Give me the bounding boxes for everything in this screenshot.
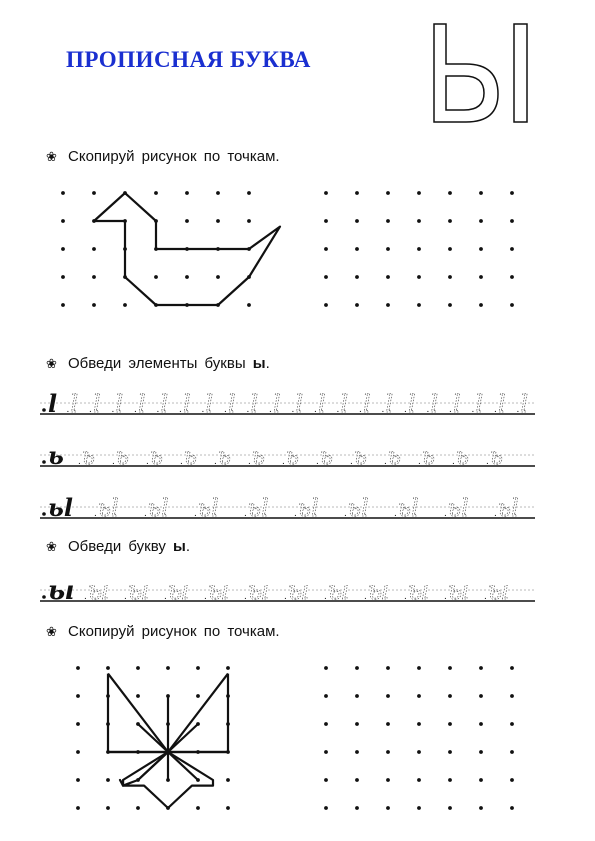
trace-letter[interactable]: l: [93, 390, 101, 418]
grid-dot: [510, 722, 514, 726]
model-letter: ь: [48, 441, 64, 470]
trace-letter[interactable]: ьl: [448, 494, 469, 522]
trace-start-dot: .: [471, 404, 475, 415]
grid-dot: [61, 247, 65, 251]
grid-dot: [324, 722, 328, 726]
grid-dot: [386, 722, 390, 726]
trace-start-dot: .: [224, 404, 227, 415]
grid-dot: [417, 806, 421, 810]
trace-letter[interactable]: ьl: [148, 494, 169, 522]
trace-start-dot: .: [291, 404, 295, 415]
grid-dot: [136, 694, 140, 698]
trace-letter[interactable]: l: [70, 390, 79, 418]
grid-dot: [355, 275, 359, 279]
grid-dot: [76, 722, 80, 726]
trace-start-dot: .: [294, 508, 297, 519]
trace-letter[interactable]: l: [498, 390, 506, 418]
grid-dot: [448, 219, 452, 223]
grid-dot: [510, 694, 514, 698]
trace-letter[interactable]: ь: [116, 442, 130, 470]
trace-letter[interactable]: ь: [252, 442, 266, 470]
trace-letter[interactable]: l: [228, 390, 236, 418]
grid-dot: [247, 303, 251, 307]
trace-start-dot: .: [201, 404, 205, 415]
grid-dot: [386, 275, 390, 279]
trace-start-dot: .: [486, 456, 489, 467]
trace-letter[interactable]: l: [160, 390, 169, 418]
instruction-copy-1-text: Скопируй рисунок по точкам.: [68, 148, 280, 165]
grid-dot: [226, 778, 230, 782]
trace-start-dot: .: [144, 508, 147, 519]
grid-dot: [324, 778, 328, 782]
trace-start-dot: .: [156, 404, 160, 415]
grid-dot: [417, 247, 421, 251]
trace-letter[interactable]: l: [453, 390, 461, 418]
grid-dot: [479, 275, 483, 279]
trace-start-dot: .: [494, 508, 497, 519]
grid-dot: [61, 275, 65, 279]
grid-dot: [510, 806, 514, 810]
trace-start-dot: .: [404, 591, 407, 602]
grid-dot: [185, 219, 189, 223]
grid-dot: [324, 219, 328, 223]
grid-dot: [448, 275, 452, 279]
trace-start-dot: .: [84, 591, 87, 602]
trace-row-element-2: [40, 440, 535, 472]
trace-letter[interactable]: ьl: [298, 494, 319, 522]
trace-start-dot: .: [214, 456, 217, 467]
trace-start-dot: .: [244, 508, 247, 519]
grid-dot: [166, 666, 170, 670]
grid-dot: [247, 219, 251, 223]
grid-dot: [510, 247, 514, 251]
trace-letter[interactable]: ы: [448, 576, 470, 606]
grid-dot: [216, 275, 220, 279]
trace-letter[interactable]: l: [183, 390, 191, 418]
trace-letter[interactable]: ь: [286, 442, 300, 470]
trace-start-dot: .: [204, 591, 207, 602]
grid-dot: [510, 778, 514, 782]
grid-dot: [324, 750, 328, 754]
grid-dot: [417, 778, 421, 782]
grid-dot: [196, 694, 200, 698]
grid-dot: [355, 778, 359, 782]
grid-dot: [76, 778, 80, 782]
trace-letter[interactable]: ь: [82, 442, 96, 470]
trace-start-dot: .: [384, 456, 387, 467]
grid-dot: [448, 722, 452, 726]
trace-start-dot: .: [494, 404, 497, 415]
grid-dot: [510, 275, 514, 279]
grid-dot: [355, 303, 359, 307]
model-letter: l: [48, 389, 58, 418]
trace-start-dot: .: [284, 591, 287, 602]
trace-row-element-1: [40, 390, 535, 420]
trace-start-dot: .: [452, 456, 455, 467]
instruction-letter: ы: [252, 355, 266, 372]
trace-letter[interactable]: l: [138, 390, 146, 418]
trace-letter[interactable]: ы: [248, 576, 270, 606]
big-letter-text: Ы: [428, 18, 429, 19]
grid-dot: [154, 191, 158, 195]
model-letter: ьl: [48, 493, 73, 522]
grid-dot: [106, 666, 110, 670]
trace-start-dot: .: [66, 404, 70, 415]
grid-dot: [417, 191, 421, 195]
trace-letter[interactable]: ьl: [98, 494, 119, 522]
grid-dot: [106, 806, 110, 810]
trace-start-dot: .: [134, 404, 137, 415]
grid-dot: [386, 806, 390, 810]
grid-dot: [448, 806, 452, 810]
trace-letter[interactable]: ь: [388, 442, 402, 470]
grid-dot: [510, 303, 514, 307]
trace-start-dot: .: [484, 591, 487, 602]
trace-letter[interactable]: l: [408, 390, 416, 418]
grid-dot: [154, 275, 158, 279]
grid-dot: [324, 275, 328, 279]
grid-dot: [355, 750, 359, 754]
trace-letter[interactable]: ь: [320, 442, 334, 470]
start-dot: [42, 408, 46, 412]
trace-start-dot: .: [324, 591, 327, 602]
grid-dot: [448, 694, 452, 698]
trace-letter[interactable]: ь: [422, 442, 436, 470]
grid-dot: [61, 219, 65, 223]
grid-dot: [61, 303, 65, 307]
grid-dot: [479, 191, 483, 195]
grid-dot: [226, 666, 230, 670]
trace-start-dot: .: [404, 404, 407, 415]
instruction-copy-2-text: Скопируй рисунок по точкам.: [68, 623, 280, 640]
trace-start-dot: .: [194, 508, 197, 519]
trace-start-dot: .: [94, 508, 97, 519]
start-dot: [42, 460, 46, 464]
grid-dot: [61, 191, 65, 195]
trace-letter[interactable]: l: [115, 390, 124, 418]
grid-dot: [448, 247, 452, 251]
duck-outline: [94, 193, 280, 305]
grid-dot: [355, 694, 359, 698]
trace-letter[interactable]: ы: [288, 576, 310, 606]
trace-letter[interactable]: l: [520, 390, 529, 418]
trace-start-dot: .: [394, 508, 397, 519]
grid-dot: [479, 666, 483, 670]
grid-dot: [196, 806, 200, 810]
grid-dot: [123, 303, 127, 307]
grid-dot: [448, 303, 452, 307]
trace-letter[interactable]: ь: [490, 442, 504, 470]
grid-dot: [185, 275, 189, 279]
grid-dot: [355, 666, 359, 670]
trace-start-dot: .: [364, 591, 367, 602]
instruction-trace-letter: ❀ Обведи букву ы.: [46, 538, 190, 555]
grid-dot: [386, 750, 390, 754]
trace-start-dot: .: [164, 591, 167, 602]
big-letter-outline: [428, 18, 538, 128]
trace-letter[interactable]: ьl: [348, 494, 369, 522]
grid-dot: [386, 778, 390, 782]
trace-letter[interactable]: ы: [328, 576, 350, 606]
trace-letter[interactable]: ы: [168, 576, 190, 606]
trace-start-dot: .: [244, 591, 247, 602]
grid-dot: [355, 191, 359, 195]
empty-dot-grid-1: [320, 185, 530, 315]
trace-letter[interactable]: ь: [150, 442, 164, 470]
grid-dot: [226, 806, 230, 810]
trace-letter[interactable]: ь: [456, 442, 470, 470]
instruction-trace-letter-text: Обведи букву: [68, 538, 166, 555]
trace-start-dot: .: [359, 404, 362, 415]
trace-letter[interactable]: ьl: [498, 494, 519, 522]
trace-letter[interactable]: l: [273, 390, 281, 418]
grid-dot: [386, 666, 390, 670]
grid-dot: [355, 219, 359, 223]
instruction-copy-2: [46, 623, 280, 640]
grid-dot: [386, 219, 390, 223]
duck-dot-figure: [55, 185, 270, 315]
grid-dot: [386, 694, 390, 698]
trace-letter[interactable]: ы: [128, 576, 150, 606]
grid-dot: [355, 806, 359, 810]
grid-dot: [324, 247, 328, 251]
grid-dot: [417, 750, 421, 754]
trace-letter[interactable]: l: [430, 390, 439, 418]
grid-dot: [417, 303, 421, 307]
grid-dot: [136, 666, 140, 670]
trace-start-dot: .: [444, 508, 447, 519]
instruction-copy-1: [46, 148, 280, 165]
flower-icon: ❀: [46, 149, 57, 164]
grid-dot: [136, 806, 140, 810]
grid-dot: [479, 806, 483, 810]
trace-start-dot: .: [269, 404, 272, 415]
trace-letter[interactable]: ы: [368, 576, 390, 606]
trace-start-dot: .: [124, 591, 127, 602]
grid-dot: [479, 219, 483, 223]
grid-dot: [324, 666, 328, 670]
trace-letter[interactable]: l: [205, 390, 214, 418]
grid-dot: [479, 722, 483, 726]
trace-start-dot: .: [344, 508, 347, 519]
grid-dot: [448, 778, 452, 782]
grid-dot: [324, 694, 328, 698]
grid-dot: [479, 778, 483, 782]
grid-dot: [196, 666, 200, 670]
trace-start-dot: .: [180, 456, 183, 467]
grid-dot: [324, 806, 328, 810]
grid-dot: [386, 303, 390, 307]
grid-dot: [479, 303, 483, 307]
flower-icon: ❀: [46, 624, 57, 639]
trace-start-dot: .: [381, 404, 385, 415]
trace-start-dot: .: [449, 404, 452, 415]
trace-start-dot: .: [282, 456, 285, 467]
trace-letter[interactable]: l: [295, 390, 304, 418]
grid-dot: [417, 219, 421, 223]
grid-dot: [479, 247, 483, 251]
trace-start-dot: .: [516, 404, 520, 415]
grid-dot: [386, 191, 390, 195]
trace-start-dot: .: [248, 456, 251, 467]
grid-dot: [216, 191, 220, 195]
grid-dot: [417, 666, 421, 670]
trace-letter[interactable]: ы: [408, 576, 430, 606]
grid-dot: [448, 191, 452, 195]
instruction-trace-elements-text: Обведи элементы буквы: [68, 355, 246, 372]
grid-dot: [106, 778, 110, 782]
trace-letter[interactable]: ы: [208, 576, 230, 606]
grid-dot: [448, 666, 452, 670]
trace-letter[interactable]: ь: [354, 442, 368, 470]
trace-letter[interactable]: ь: [218, 442, 232, 470]
trace-start-dot: .: [111, 404, 115, 415]
trace-start-dot: .: [314, 404, 317, 415]
butterfly-left-wing: [108, 674, 168, 752]
grid-dot: [216, 219, 220, 223]
trace-start-dot: .: [78, 456, 81, 467]
grid-dot: [76, 750, 80, 754]
trace-start-dot: .: [444, 591, 447, 602]
grid-dot: [510, 219, 514, 223]
grid-dot: [76, 806, 80, 810]
trace-letter[interactable]: ьl: [398, 494, 419, 522]
trace-start-dot: .: [336, 404, 340, 415]
grid-dot: [417, 694, 421, 698]
grid-dot: [355, 722, 359, 726]
trace-letter[interactable]: ьl: [248, 494, 269, 522]
grid-dot: [92, 191, 96, 195]
instruction-trace-elements: ❀ Обведи элементы буквы ы.: [46, 355, 270, 372]
trace-row-letter: [40, 573, 535, 607]
grid-dot: [448, 750, 452, 754]
grid-dot: [76, 666, 80, 670]
grid-dot: [479, 750, 483, 754]
trace-letter[interactable]: ьl: [198, 494, 219, 522]
instruction-letter-2: ы: [173, 538, 186, 555]
trace-start-dot: .: [426, 404, 430, 415]
start-dot: [42, 595, 46, 599]
start-dot: [42, 512, 46, 516]
grid-dot: [247, 191, 251, 195]
flower-icon: ❀: [46, 356, 57, 371]
trace-row-element-3: [40, 492, 535, 524]
trace-start-dot: .: [89, 404, 92, 415]
butterfly-right-wing: [168, 674, 228, 752]
trace-letter[interactable]: ь: [184, 442, 198, 470]
trace-letter[interactable]: l: [385, 390, 394, 418]
trace-letter[interactable]: l: [363, 390, 371, 418]
trace-start-dot: .: [179, 404, 182, 415]
trace-start-dot: .: [112, 456, 115, 467]
trace-start-dot: .: [146, 456, 149, 467]
trace-start-dot: .: [418, 456, 421, 467]
trace-start-dot: .: [246, 404, 250, 415]
grid-dot: [324, 191, 328, 195]
grid-dot: [185, 191, 189, 195]
trace-letter[interactable]: l: [475, 390, 484, 418]
grid-dot: [76, 694, 80, 698]
trace-letter[interactable]: l: [318, 390, 326, 418]
butterfly-dot-figure: [70, 660, 270, 830]
grid-dot: [386, 247, 390, 251]
grid-dot: [324, 303, 328, 307]
grid-dot: [355, 247, 359, 251]
grid-dot: [510, 666, 514, 670]
grid-dot: [92, 275, 96, 279]
trace-start-dot: .: [316, 456, 319, 467]
trace-letter[interactable]: l: [340, 390, 349, 418]
grid-dot: [92, 247, 96, 251]
model-letter: ы: [48, 576, 75, 606]
trace-letter[interactable]: l: [250, 390, 259, 418]
grid-dot: [479, 694, 483, 698]
grid-dot: [92, 303, 96, 307]
grid-dot: [510, 750, 514, 754]
trace-letter[interactable]: ы: [488, 576, 510, 606]
grid-dot: [510, 191, 514, 195]
trace-letter[interactable]: ы: [88, 576, 110, 606]
grid-dot: [417, 722, 421, 726]
trace-start-dot: .: [350, 456, 353, 467]
grid-dot: [417, 275, 421, 279]
page-title: ПРОПИСНАЯ БУКВА: [66, 47, 311, 72]
flower-icon: ❀: [46, 539, 57, 554]
empty-dot-grid-2: [320, 660, 530, 830]
